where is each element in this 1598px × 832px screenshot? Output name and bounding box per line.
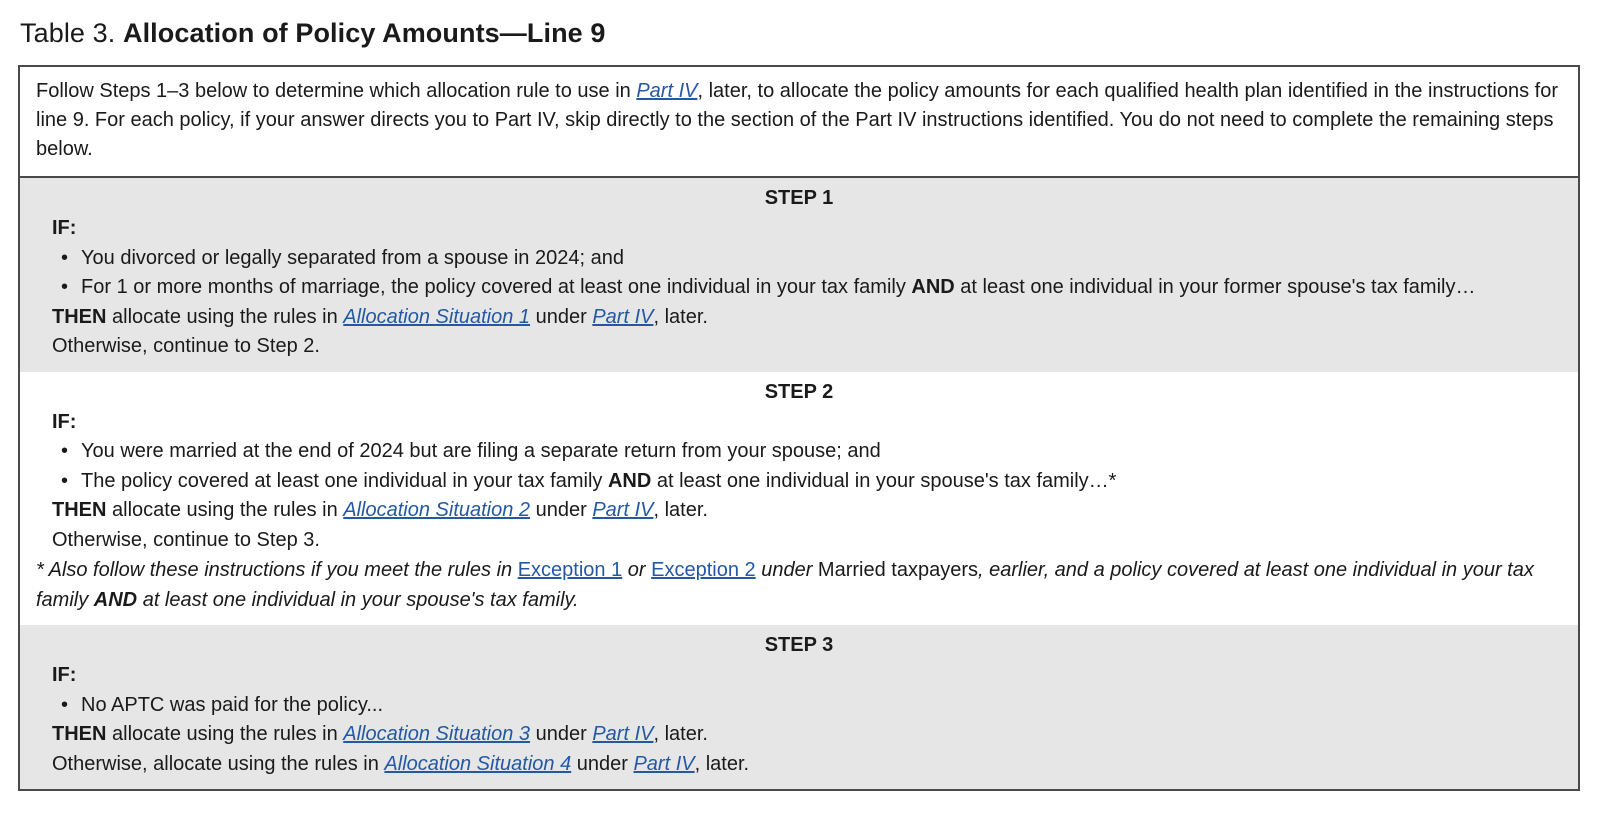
- text-segment: Follow Steps 1–3 below to determine which allocation rule to use in: [36, 80, 637, 102]
- text-segment: AND: [911, 276, 955, 298]
- bullet-icon: •: [61, 469, 69, 492]
- part-iv-link[interactable]: Part IV: [592, 305, 654, 328]
- step-1-section: [20, 178, 1578, 372]
- table-title: [20, 18, 1580, 49]
- step-2-bullet-1: [52, 437, 1562, 467]
- text-segment: Married taxpayers: [817, 559, 978, 581]
- step-2-header: STEP 2: [764, 380, 834, 403]
- step-2-if-label: [52, 408, 1562, 438]
- bullet-icon: •: [61, 440, 69, 462]
- text-segment: The policy covered at least one individual in your tax family: [81, 469, 608, 492]
- text-segment: allocate using the rules in: [106, 305, 344, 328]
- step-3-section: [20, 625, 1578, 789]
- intro-paragraph: [20, 67, 1578, 178]
- step-3-bullet-1-text: [81, 694, 383, 716]
- allocation-situation-1-link[interactable]: Allocation Situation 1: [343, 305, 531, 328]
- step-1-otherwise-line: [52, 332, 1562, 362]
- text-segment: allocate using the rules in: [106, 723, 344, 745]
- text-segment: under: [571, 752, 634, 775]
- step-3-header: STEP 3: [764, 634, 834, 656]
- text-segment: , later.: [653, 723, 708, 745]
- step-1-header: STEP 1: [764, 187, 834, 209]
- text-segment: IF:: [52, 664, 77, 686]
- text-segment: at least one individual in your spouse's tax family…*: [651, 469, 1117, 492]
- part-iv-link[interactable]: Part IV: [592, 499, 654, 521]
- text-segment: THEN: [52, 499, 107, 521]
- step-2-section: [20, 372, 1578, 626]
- step-1-bullet-1: [52, 244, 1562, 274]
- step-3-if-label: [52, 661, 1562, 691]
- text-segment: , later, to allocate the policy amounts for each qualified health plan identified in the instructions for line 9. For each policy, if your answer directs you to Part IV, skip directly to the section of the Part IV instructions identified. You do not need to complete the remaining steps below.: [36, 80, 1559, 160]
- text-segment: THEN: [52, 723, 107, 745]
- text-segment: You divorced or legally separated from a spouse in 2024; and: [81, 246, 624, 269]
- text-segment: , later.: [653, 305, 708, 328]
- text-segment: You were married at the end of 2024 but are filing a separate return from your spouse; and: [81, 440, 881, 462]
- part-iv-link[interactable]: Part IV: [636, 80, 698, 102]
- text-segment: Otherwise, continue to Step 2.: [52, 335, 320, 357]
- step-1-then-line: [52, 303, 1562, 333]
- text-segment: * Also follow these instructions if you meet the rules in: [36, 559, 518, 581]
- step-3-bullet-1: [52, 691, 1562, 721]
- bullet-icon: •: [61, 276, 69, 298]
- step-1-if-label: [52, 214, 1562, 244]
- text-segment: or: [622, 559, 652, 581]
- exception-2-link[interactable]: Exception 2: [651, 559, 756, 581]
- allocation-situation-4-link[interactable]: Allocation Situation 4: [384, 752, 572, 775]
- text-segment: No APTC was paid for the policy...: [81, 693, 383, 716]
- text-segment: under: [530, 305, 593, 328]
- text-segment: , later.: [694, 752, 750, 775]
- table-3-box: [18, 65, 1580, 791]
- step-2-bullet-2: [52, 467, 1562, 497]
- text-segment: under: [530, 499, 593, 521]
- text-segment: IF:: [52, 217, 77, 239]
- step-3-then-line: [52, 720, 1562, 750]
- step-1-bullet-2-text: [81, 276, 1475, 298]
- step-3-otherwise-line: [52, 750, 1562, 780]
- text-segment: , later.: [653, 499, 708, 521]
- step-2-bullet-1-text: [81, 440, 881, 462]
- text-segment: IF:: [52, 410, 77, 433]
- text-segment: THEN: [52, 305, 107, 328]
- step-2-footnote: [36, 556, 1562, 615]
- text-segment: under: [755, 559, 818, 581]
- text-segment: at least one individual in your former spouse's tax family…: [954, 276, 1476, 298]
- exception-1-link[interactable]: Exception 1: [517, 559, 623, 581]
- part-iv-link[interactable]: Part IV: [633, 752, 695, 775]
- table-title-label: Table 3.: [20, 18, 123, 48]
- text-segment: allocate using the rules in: [106, 499, 344, 521]
- step-2-then-line: [52, 496, 1562, 526]
- step-2-otherwise-line: [52, 526, 1562, 556]
- table-title-main: Allocation of Policy Amounts—Line 9: [122, 18, 606, 48]
- text-segment: at least one individual in your spouse's tax family.: [137, 588, 579, 611]
- text-segment: , earlier, and a policy covered at least one individual in your tax family: [36, 559, 1534, 611]
- step-1-bullet-1-text: [81, 247, 624, 269]
- bullet-icon: •: [61, 246, 69, 269]
- text-segment: AND: [93, 588, 138, 611]
- text-segment: For 1 or more months of marriage, the policy covered at least one individual in your tax family: [81, 276, 912, 298]
- bullet-icon: •: [61, 693, 69, 716]
- allocation-situation-2-link[interactable]: Allocation Situation 2: [343, 499, 531, 521]
- allocation-situation-3-link[interactable]: Allocation Situation 3: [343, 723, 531, 745]
- text-segment: under: [530, 723, 593, 745]
- step-1-bullet-2: [52, 273, 1562, 303]
- part-iv-link[interactable]: Part IV: [592, 723, 654, 745]
- step-2-bullet-2-text: [81, 470, 1116, 492]
- text-segment: Otherwise, continue to Step 3.: [52, 528, 320, 551]
- text-segment: AND: [607, 469, 652, 492]
- text-segment: Otherwise, allocate using the rules in: [52, 752, 385, 775]
